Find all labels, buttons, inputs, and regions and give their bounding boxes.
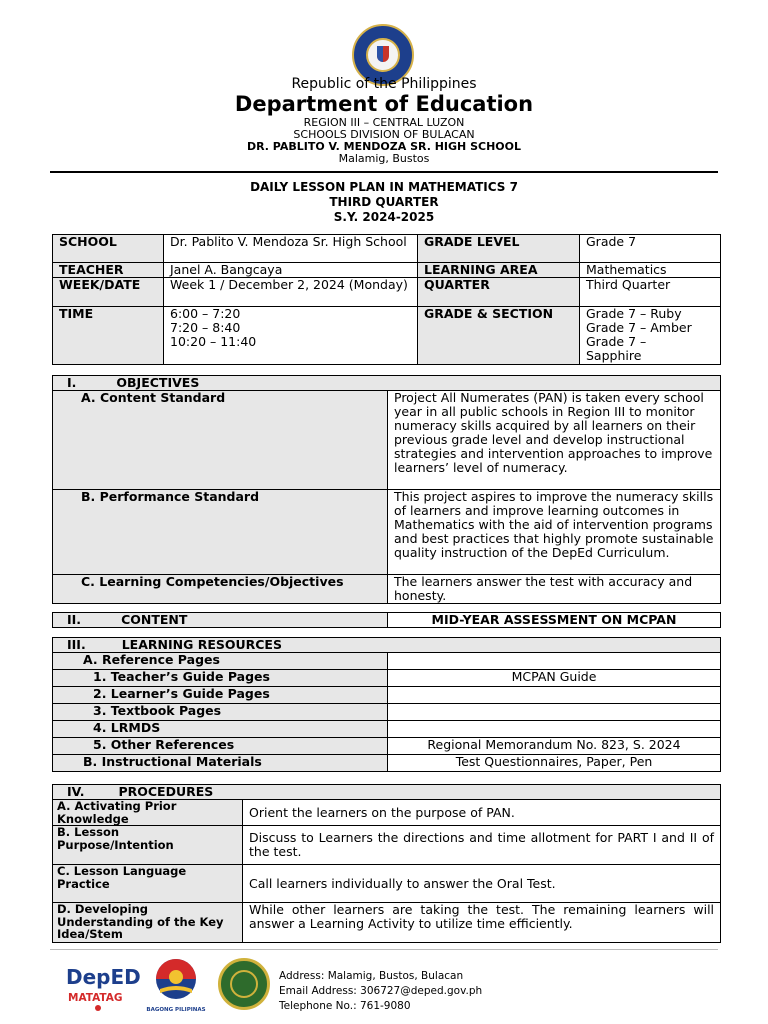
section-item: Sapphire: [586, 348, 642, 363]
footer-email: Email Address: 306727@deped.gov.ph: [279, 985, 483, 997]
quarter-label: QUARTER: [418, 278, 580, 307]
header-divider: [50, 171, 718, 173]
republic-text: Republic of the Philippines: [291, 76, 477, 92]
procedure-b-text: Discuss to Learners the directions and time allotment for PART I and II of the test.: [243, 826, 721, 865]
area-label: LEARNING AREA: [418, 263, 580, 278]
footer-divider: [50, 949, 718, 950]
grade-label: GRADE LEVEL: [418, 235, 580, 263]
footer-address: Address: Malamig, Bustos, Bulacan: [279, 970, 464, 982]
school-seal-logo: [218, 958, 270, 1010]
region-text: REGION III – CENTRAL LUZON: [303, 116, 465, 129]
time-slot: 7:20 – 8:40: [170, 320, 241, 335]
procedure-d-label: D. Developing Understanding of the Key Idea/Stem: [53, 903, 243, 943]
section-title: OBJECTIVES: [116, 375, 200, 390]
textbook-pages-label: 3. Textbook Pages: [53, 704, 388, 721]
section-number: I.: [67, 375, 77, 390]
materials-value: Test Questionnaires, Paper, Pen: [388, 755, 721, 772]
section-title: LEARNING RESOURCES: [121, 637, 282, 652]
procedure-c-text: Call learners individually to answer the Oral Test.: [243, 865, 721, 903]
section-number: II.: [67, 612, 82, 627]
textbook-pages-value: [388, 704, 721, 721]
plan-school-year: S.Y. 2024-2025: [333, 210, 435, 224]
content-heading: [53, 613, 388, 628]
week-value: Week 1 / December 2, 2024 (Monday): [164, 278, 418, 307]
time-slot: 6:00 – 7:20: [170, 306, 241, 321]
school-value: Dr. Pablito V. Mendoza Sr. High School: [164, 235, 418, 263]
footer-phone: Telephone No.: 761-9080: [279, 1000, 411, 1012]
learner-guide-label: 2. Learner’s Guide Pages: [53, 687, 388, 704]
content-standard-text: Project All Numerates (PAN) is taken every school year in all public schools in Region III to monitor numeracy skills acquired by all learners on their previous grade level and develop instructional strategies and intervention approaches to improve learners’ level of numeracy.: [388, 391, 721, 490]
teacher-guide-value: MCPAN Guide: [388, 670, 721, 687]
reference-pages-value: [388, 653, 721, 670]
week-label: WEEK/DATE: [53, 278, 164, 307]
procedure-a-label: A. Activating Prior Knowledge: [53, 800, 243, 826]
school-location: Malamig, Bustos: [338, 152, 430, 165]
grade-value: Grade 7: [580, 235, 721, 263]
competency-text: The learners answer the test with accuracy and honesty.: [388, 575, 721, 604]
section-number: III.: [67, 637, 86, 652]
section-label: GRADE & SECTION: [418, 307, 580, 365]
time-slot: 10:20 – 11:40: [170, 334, 257, 349]
performance-standard-label: B. Performance Standard: [53, 490, 388, 575]
info-table: [52, 234, 721, 365]
procedures-heading: [53, 785, 721, 800]
deped-matatag-logo: [60, 960, 140, 1012]
teacher-value: Janel A. Bangcaya: [164, 263, 418, 278]
bagong-pilipinas-text: BAGONG PILIPINAS: [146, 1007, 206, 1013]
section-title: PROCEDURES: [118, 784, 214, 799]
objectives-heading: [53, 376, 721, 391]
plan-quarter: THIRD QUARTER: [329, 195, 439, 209]
content-table: [52, 612, 721, 628]
school-name: DR. PABLITO V. MENDOZA SR. HIGH SCHOOL: [246, 140, 521, 153]
competency-label: C. Learning Competencies/Objectives: [53, 575, 388, 604]
deped-logo-text: DepED: [66, 965, 140, 989]
resources-table: [52, 637, 721, 772]
division-text: SCHOOLS DIVISION OF BULACAN: [293, 128, 475, 141]
lrmds-label: 4. LRMDS: [53, 721, 388, 738]
section-item: Grade 7 –: [586, 334, 647, 349]
reference-pages-label: A. Reference Pages: [53, 653, 388, 670]
quarter-value: Third Quarter: [580, 278, 721, 307]
section-item: Grade 7 – Amber: [586, 320, 692, 335]
lrmds-value: [388, 721, 721, 738]
area-value: Mathematics: [580, 263, 721, 278]
procedure-c-label: C. Lesson Language Practice: [53, 865, 243, 903]
time-value: [164, 307, 418, 365]
procedures-table: [52, 784, 721, 943]
resources-heading: [53, 638, 721, 653]
time-label: TIME: [53, 307, 164, 365]
procedure-b-label: B. Lesson Purpose/Intention: [53, 826, 243, 865]
procedure-d-text: While other learners are taking the test. The remaining learners will answer a Learning Activity to utilize time efficiently.: [243, 903, 721, 943]
section-number: IV.: [67, 784, 85, 799]
plan-title: DAILY LESSON PLAN IN MATHEMATICS 7: [250, 180, 518, 194]
content-standard-label: A. Content Standard: [53, 391, 388, 490]
section-title: CONTENT: [121, 612, 188, 627]
section-item: Grade 7 – Ruby: [586, 306, 682, 321]
materials-label: B. Instructional Materials: [53, 755, 388, 772]
teacher-guide-label: 1. Teacher’s Guide Pages: [53, 670, 388, 687]
matatag-text: MATATAG: [68, 992, 123, 1004]
teacher-label: TEACHER: [53, 263, 164, 278]
other-references-value: Regional Memorandum No. 823, S. 2024: [388, 738, 721, 755]
other-references-label: 5. Other References: [53, 738, 388, 755]
bagong-pilipinas-logo: [146, 955, 206, 1015]
school-label: SCHOOL: [53, 235, 164, 263]
section-value: [580, 307, 721, 365]
department-title: Department of Education: [234, 92, 534, 116]
performance-standard-text: This project aspires to improve the numeracy skills of learners and improve learning outcomes in Mathematics with the aid of intervention programs and best practices that highly promote sustainable quality instruction of the DepEd Curriculum.: [388, 490, 721, 575]
objectives-table: [52, 375, 721, 604]
procedure-a-text: Orient the learners on the purpose of PAN.: [243, 800, 721, 826]
content-value: MID-YEAR ASSESSMENT ON MCPAN: [388, 613, 721, 628]
learner-guide-value: [388, 687, 721, 704]
